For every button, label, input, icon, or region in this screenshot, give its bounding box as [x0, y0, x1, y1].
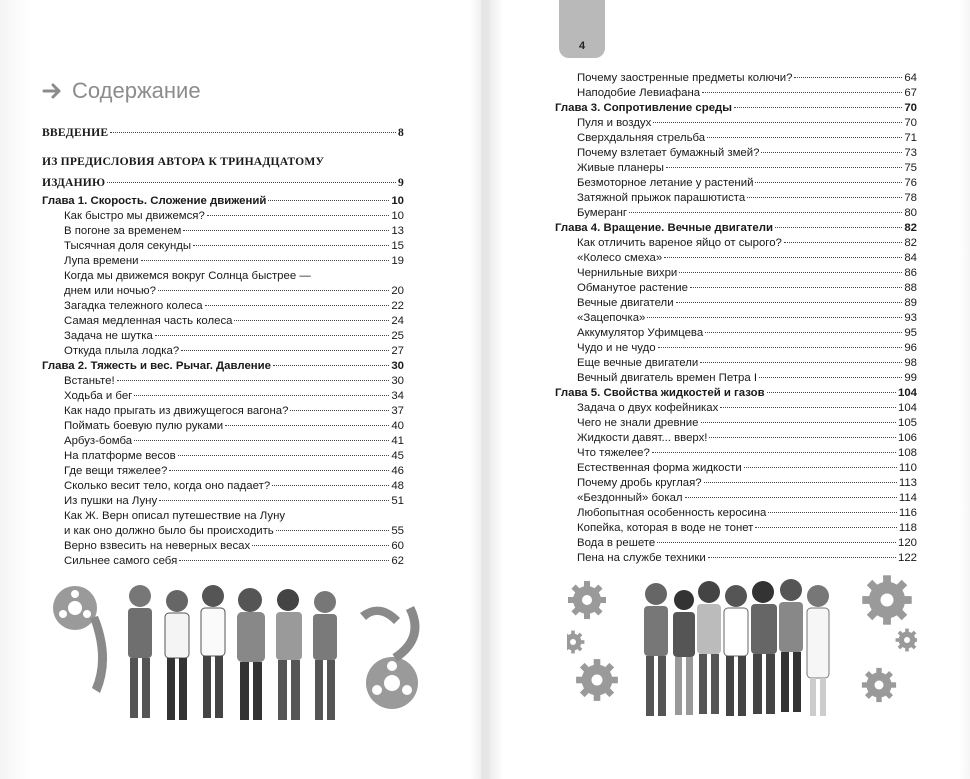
toc-entry[interactable]: Наподобие Левиафана 67 — [577, 87, 917, 99]
toc-entry[interactable]: Естественная форма жидкости 110 — [577, 462, 917, 474]
toc-entry[interactable]: Тысячная доля секунды 15 — [64, 240, 404, 252]
chapter-heading[interactable]: Глава 2. Тяжесть и вес. Рычаг. Давление 30 — [42, 360, 404, 372]
toc-entry[interactable]: Где вещи тяжелее? 46 — [64, 465, 404, 477]
toc-entry[interactable]: Почему дробь круглая? 113 — [577, 477, 917, 489]
toc-heading-text: Содержание — [72, 78, 201, 103]
film-reel-icon — [53, 586, 107, 693]
toc-entry[interactable]: Пуля и воздух 70 — [577, 117, 917, 129]
toc-entry[interactable]: Сильнее самого себя 62 — [64, 555, 404, 567]
toc-entry[interactable]: Задача о двух кофейниках 104 — [577, 402, 917, 414]
toc-entry[interactable]: Встаньте! 30 — [64, 375, 404, 387]
toc-entry[interactable]: Ходьба и бег 34 — [64, 390, 404, 402]
toc-entry[interactable]: Чудо и не чудо 96 — [577, 342, 917, 354]
toc-entry[interactable]: В погоне за временем 13 — [64, 225, 404, 237]
toc-entry[interactable]: ИЗ ПРЕДИСЛОВИЯ АВТОРА К ТРИНАДЦАТОМУ — [42, 155, 325, 168]
toc-entry[interactable]: Безмоторное летание у растений 76 — [577, 177, 917, 189]
toc-entry[interactable]: Живые планеры 75 — [577, 162, 917, 174]
toc-entry[interactable]: Вечный двигатель времен Петра I 99 — [577, 372, 917, 384]
toc-entry[interactable]: Чернильные вихри 86 — [577, 267, 917, 279]
page-number-tab — [559, 0, 605, 58]
toc-entry[interactable]: Обманутое растение 88 — [577, 282, 917, 294]
toc-entry[interactable]: Лупа времени 19 — [64, 255, 404, 267]
chapter-heading[interactable]: Глава 1. Скорость. Сложение движений 10 — [42, 195, 404, 207]
toc-entry[interactable]: Жидкости давят... вверх! 106 — [577, 432, 917, 444]
left-page — [0, 0, 481, 779]
film-reel-icon — [360, 607, 418, 709]
toc-entry[interactable]: Почему заостренные предметы колючи? 64 — [577, 72, 917, 84]
toc-entry[interactable]: Чего не знали древние 105 — [577, 417, 917, 429]
film-reels-and-people-icon — [30, 578, 450, 728]
chapter-heading[interactable]: Глава 4. Вращение. Вечные двигатели 82 — [555, 222, 917, 234]
toc-entry[interactable]: Пена на службе техники 122 — [577, 552, 917, 564]
toc-entry[interactable]: Любопытная особенность керосина 116 — [577, 507, 917, 519]
toc-entry[interactable]: Бумеранг 80 — [577, 207, 917, 219]
toc-entry[interactable]: Копейка, которая в воде не тонет 118 — [577, 522, 917, 534]
toc-entry[interactable]: «Бездонный» бокал 114 — [577, 492, 917, 504]
toc-entry[interactable]: Загадка тележного колеса 22 — [64, 300, 404, 312]
toc-entry[interactable]: ВВЕДЕНИЕ 8 — [42, 126, 404, 139]
toc-entry[interactable]: Как отличить вареное яйцо от сырого? 82 — [577, 237, 917, 249]
gear-icon — [896, 629, 917, 652]
toc-entry[interactable]: Вода в решете 120 — [577, 537, 917, 549]
toc-entry[interactable]: Еще вечные двигатели 98 — [577, 357, 917, 369]
toc-entry[interactable]: Когда мы движемся вокруг Солнца быстрее — — [64, 270, 311, 282]
toc-entry[interactable]: Верно взвесить на неверных весах 60 — [64, 540, 404, 552]
people-group-icon — [128, 585, 337, 720]
toc-entry[interactable]: Затяжной прыжок парашютиста 78 — [577, 192, 917, 204]
page-number: 4 — [578, 40, 586, 52]
toc-entry[interactable]: Что тяжелее? 108 — [577, 447, 917, 459]
toc-entry[interactable]: Вечные двигатели 89 — [577, 297, 917, 309]
gear-icon — [862, 668, 896, 702]
chapter-heading[interactable]: Глава 3. Сопротивление среды 70 — [555, 102, 917, 114]
toc-entry[interactable]: Как надо прыгать из движущегося вагона? 37 — [64, 405, 404, 417]
toc-entry[interactable]: Сверхдальняя стрельба 71 — [577, 132, 917, 144]
right-page — [489, 0, 970, 779]
toc-entry[interactable]: На платформе весов 45 — [64, 450, 404, 462]
toc-entry[interactable]: днем или ночью? 20 — [64, 285, 404, 297]
toc-entry[interactable]: «Колесо смеха» 84 — [577, 252, 917, 264]
toc-entry[interactable]: Задача не шутка 25 — [64, 330, 404, 342]
gear-icon — [576, 659, 618, 701]
toc-entry[interactable]: Самая медленная часть колеса 24 — [64, 315, 404, 327]
toc-entry[interactable]: Из пушки на Луну 51 — [64, 495, 404, 507]
toc-right — [555, 71, 917, 566]
people-group-icon — [644, 579, 829, 716]
chapter-heading[interactable]: Глава 5. Свойства жидкостей и газов 104 — [555, 387, 917, 399]
toc-entry[interactable]: Откуда плыла лодка? 27 — [64, 345, 404, 357]
toc-entry[interactable]: Поймать боевую пулю руками 40 — [64, 420, 404, 432]
toc-entry[interactable]: Аккумулятор Уфимцева 95 — [577, 327, 917, 339]
toc-entry[interactable]: ИЗДАНИЮ 9 — [42, 176, 404, 189]
toc-entry[interactable]: Как Ж. Верн описал путешествие на Луну — [64, 510, 286, 522]
toc-entry[interactable]: Сколько весит тело, когда оно падает? 48 — [64, 480, 404, 492]
toc-entry[interactable]: «Зацепочка» 93 — [577, 312, 917, 324]
toc-entry[interactable]: Арбуз-бомба 41 — [64, 435, 404, 447]
arrow-right-icon — [42, 82, 64, 100]
toc-entry[interactable]: Как быстро мы движемся? 10 — [64, 210, 404, 222]
gear-icon — [567, 631, 584, 654]
toc-left — [42, 125, 404, 569]
toc-entry[interactable]: и как оно должно было бы происходить 55 — [64, 525, 404, 537]
gear-icon — [862, 575, 911, 624]
toc-heading — [42, 78, 201, 104]
gears-and-people-icon — [567, 570, 917, 720]
toc-entry[interactable]: Почему взлетает бумажный змей? 73 — [577, 147, 917, 159]
gear-icon — [568, 581, 606, 619]
